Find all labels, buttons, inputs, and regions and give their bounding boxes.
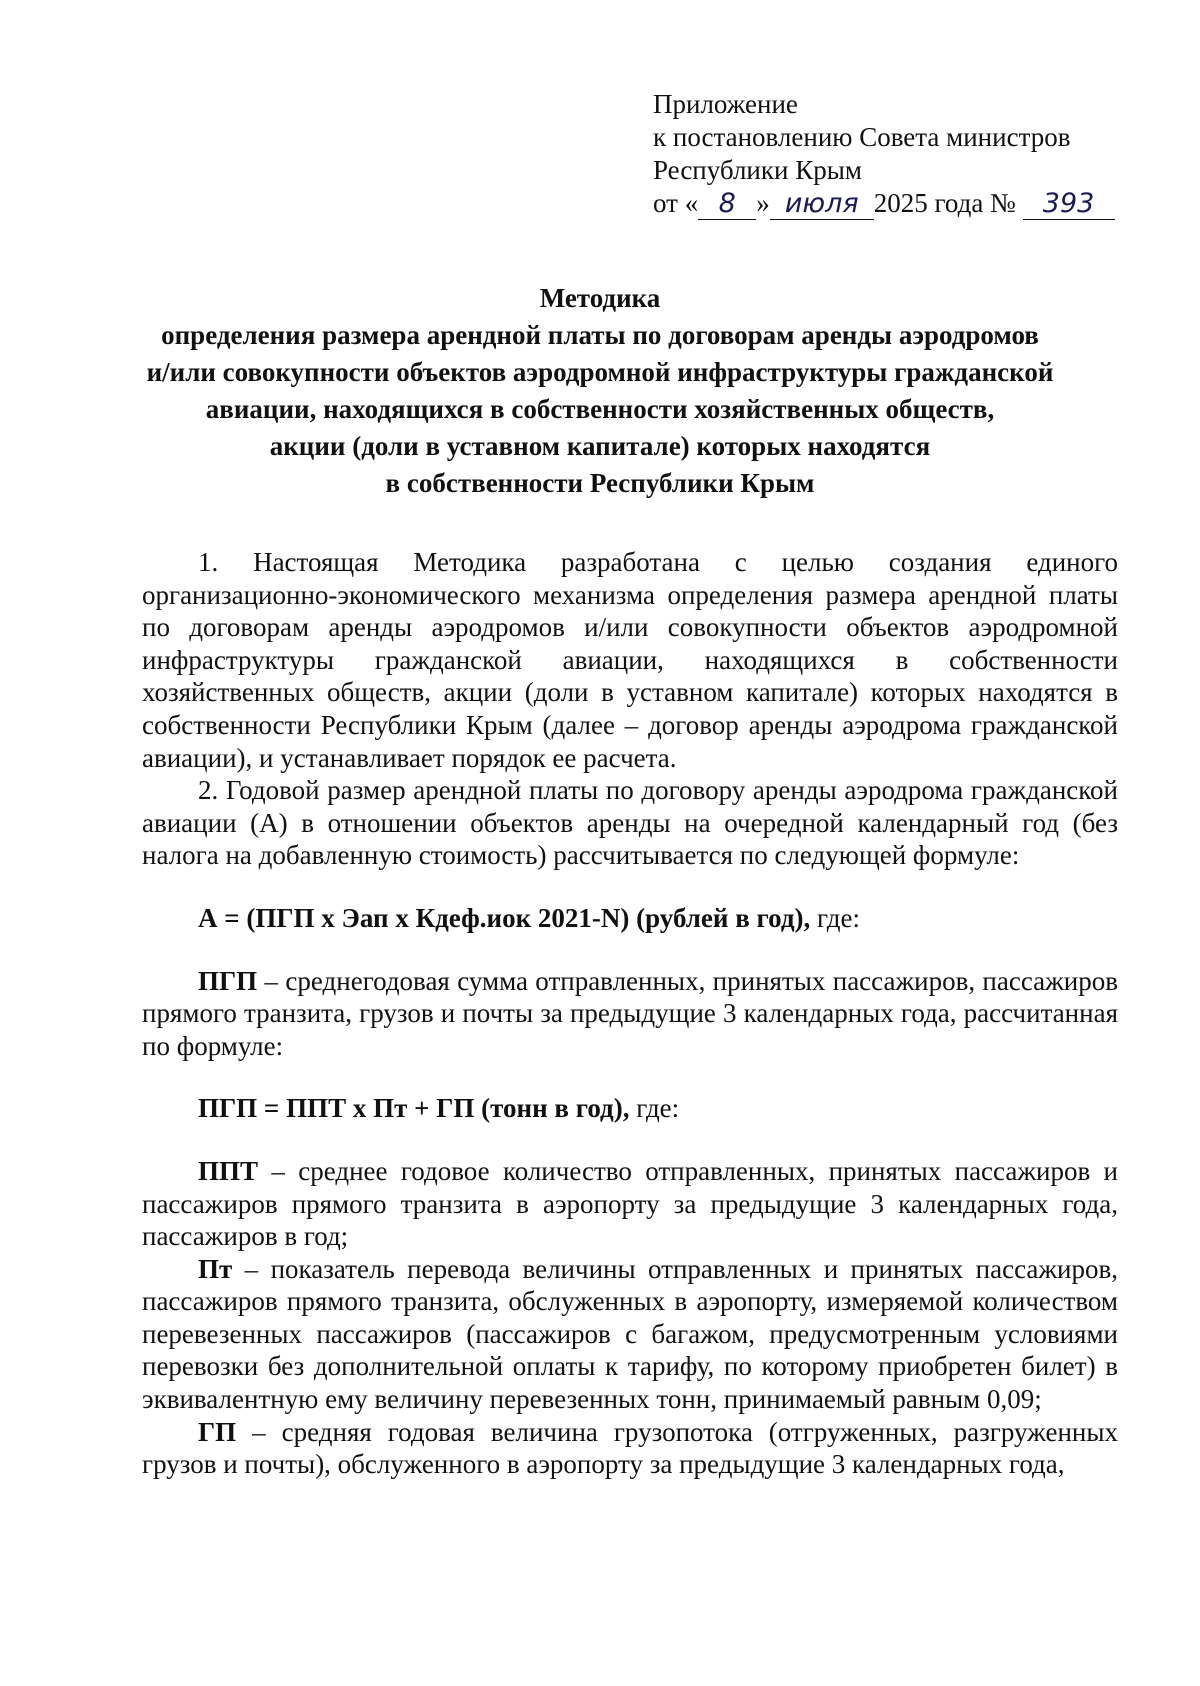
handwritten-month: июля <box>770 189 874 220</box>
definition-pt <box>142 1253 1118 1416</box>
appendix-header <box>653 88 1113 220</box>
definition-pgp <box>142 965 1118 1063</box>
definition-gp <box>142 1416 1118 1481</box>
formula-pgp-expression: ПГП = ППТ х Пт + ГП (тонн в год), <box>198 1093 630 1124</box>
title-line-4: авиации, находящихся в собственности хозяйственных обществ, <box>205 394 995 424</box>
definition-pt-text: – показатель перевода величины отправленных и принятых пассажиров, пассажиров прямого транзита, обслуженных в аэропорту, измеряемой количеством перевезенных пассажиров (пассажиров с багажом, предусмотренным условиями перевозки без дополнительной оплаты к тарифу, по которому приобретен билет) в эквивалентную ему величину перевезенных тонн, принимаемый равным 0,09; <box>142 1253 1118 1415</box>
formula-pgp-tail: где: <box>629 1093 680 1124</box>
formula-rent-expression: А = (ПГП х Эап х Кдеф.иок 2021-N) (рублей в год), <box>198 902 811 933</box>
term-pgp: ПГП <box>198 965 258 996</box>
title-line-3: и/или совокупности объектов аэродромной инфраструктуры гражданской <box>146 357 1054 387</box>
term-pt: Пт <box>198 1253 233 1284</box>
date-prefix: от « <box>653 188 699 218</box>
definition-pgp-text: – среднегодовая сумма отправленных, принятых пассажиров, пассажиров прямого транзита, грузов и почты за предыдущие 3 календарных года, рассчитанная по формуле: <box>142 965 1118 1061</box>
formula-pgp <box>142 1092 1118 1125</box>
document-body <box>142 546 1118 1481</box>
handwritten-day: 8 <box>698 189 756 220</box>
definition-ppt <box>142 1155 1118 1253</box>
paragraph-2: 2. Годовой размер арендной платы по договору аренды аэродрома гражданской авиации (А) в отношении объектов аренды на очередной календарный год (без налога на добавленную стоимость) рассчитывается по следующей формуле: <box>142 775 1118 871</box>
term-gp: ГП <box>198 1416 237 1447</box>
title-line-6: в собственности Республики Крым <box>385 468 815 498</box>
definition-gp-text: – средняя годовая величина грузопотока (отгруженных, разгруженных грузов и почты), обслуженного в аэропорту за предыдущие 3 календарных года, <box>142 1416 1118 1480</box>
formula-rent-tail: где: <box>810 902 860 933</box>
paragraph-1: 1. Настоящая Методика разработана с целью создания единого организационно-экономического механизма определения размера арендной платы по договорам аренды аэродромов и/или совокупности объектов аэродромной инфраструктуры гражданской авиации, находящихся в собственности хозяйственных обществ, акции (доли в уставном капитале) которых находятся в собственности Республики Крым (далее – договор аренды аэродрома гражданской авиации), и устанавливает порядок ее расчета. <box>142 547 1118 773</box>
title-line-2: определения размера арендной платы по договорам аренды аэродромов <box>161 320 1039 350</box>
formula-rent <box>142 902 1118 935</box>
date-mid: » <box>756 188 770 218</box>
year-suffix: 2025 года № <box>873 188 1016 218</box>
appendix-date-line <box>653 187 1113 220</box>
title-line-1: Методика <box>539 283 661 313</box>
term-ppt: ППТ <box>198 1155 259 1186</box>
document-title <box>100 280 1100 502</box>
title-line-5: акции (доли в уставном капитале) которых находятся <box>269 431 931 461</box>
appendix-line-3: Республики Крым <box>653 155 862 185</box>
handwritten-number: 393 <box>1023 189 1115 220</box>
definition-ppt-text: – среднее годовое количество отправленных, принятых пассажиров и пассажиров прямого транзита в аэропорту за предыдущие 3 календарных года, пассажиров в год; <box>142 1155 1118 1252</box>
appendix-line-2: к постановлению Совета министров <box>653 122 1071 152</box>
appendix-line-1: Приложение <box>653 89 798 119</box>
